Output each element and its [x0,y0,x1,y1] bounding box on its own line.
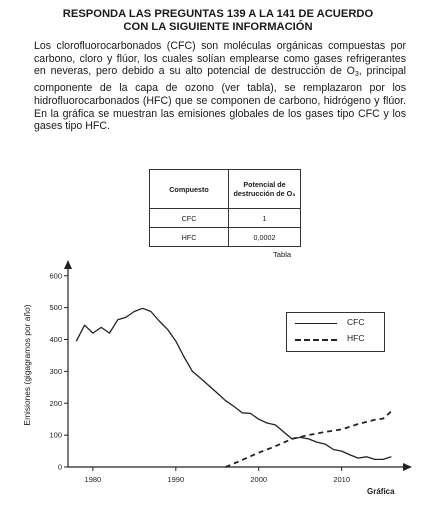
legend-cfc-label: CFC [347,317,365,327]
header-compound: Compuesto [150,170,229,209]
y-tick-label: 200 [49,398,62,408]
x-tick-label: 2000 [250,475,268,484]
x-tick-label: 1990 [167,475,185,484]
y-tick-label: 600 [49,271,62,281]
table-cell: HFC [150,228,229,247]
table-cell: 0,0002 [229,228,301,247]
header-potential-text: Potencial de destrucción de O₃ [233,180,296,198]
y-axis-label: Emisiones (gigagramos por año) [22,304,32,426]
x-tick-label: 1980 [84,475,102,484]
y-tick-label: 500 [49,303,62,313]
paragraph-part-2: , principal componente de la capa de ozono (ver tabla), se remplazaron por los hidrofluorocarbonados (HFC) que se componen de carbono, hidrógeno y flúor. En la gráfica se muestran las emisiones globales de los gases tipo CFC y los gases tipo HFC. [34,65,407,133]
heading-line-1: RESPONDA LAS PREGUNTAS 139 A LA 141 DE ACUERDO [62,8,374,20]
y-tick-label: 400 [49,335,62,344]
table-cell: 1 [229,209,301,228]
y-tick-label: 0 [57,462,62,472]
table-cell: CFC [150,209,229,228]
legend-hfc-label: HFC [347,333,365,343]
ozone-subscript: 3 [354,71,359,79]
table-caption: Tabla [273,250,292,259]
heading-line-2: CON LA SIGUIENTE INFORMACIÓN [123,20,313,33]
chart-caption: Gráfica [367,487,395,496]
y-tick-label: 100 [49,430,62,440]
x-axis-arrow [403,463,412,471]
y-axis-arrow [64,260,72,269]
y-tick-label: 300 [49,366,62,376]
chart-legend [286,312,385,352]
paragraph-part-1: Los clorofluorocarbonados (CFC) son moléculas orgánicas compuestas por carbono, cloro y flúor, los cuales solían emplearse como gases refrigerantes en neveras, pero debido a su alto potencial de destrucción de O [34,40,406,78]
legend-dashed-swatch [295,339,337,341]
legend-solid-swatch [295,323,337,324]
x-tick-label: 2010 [333,475,351,484]
